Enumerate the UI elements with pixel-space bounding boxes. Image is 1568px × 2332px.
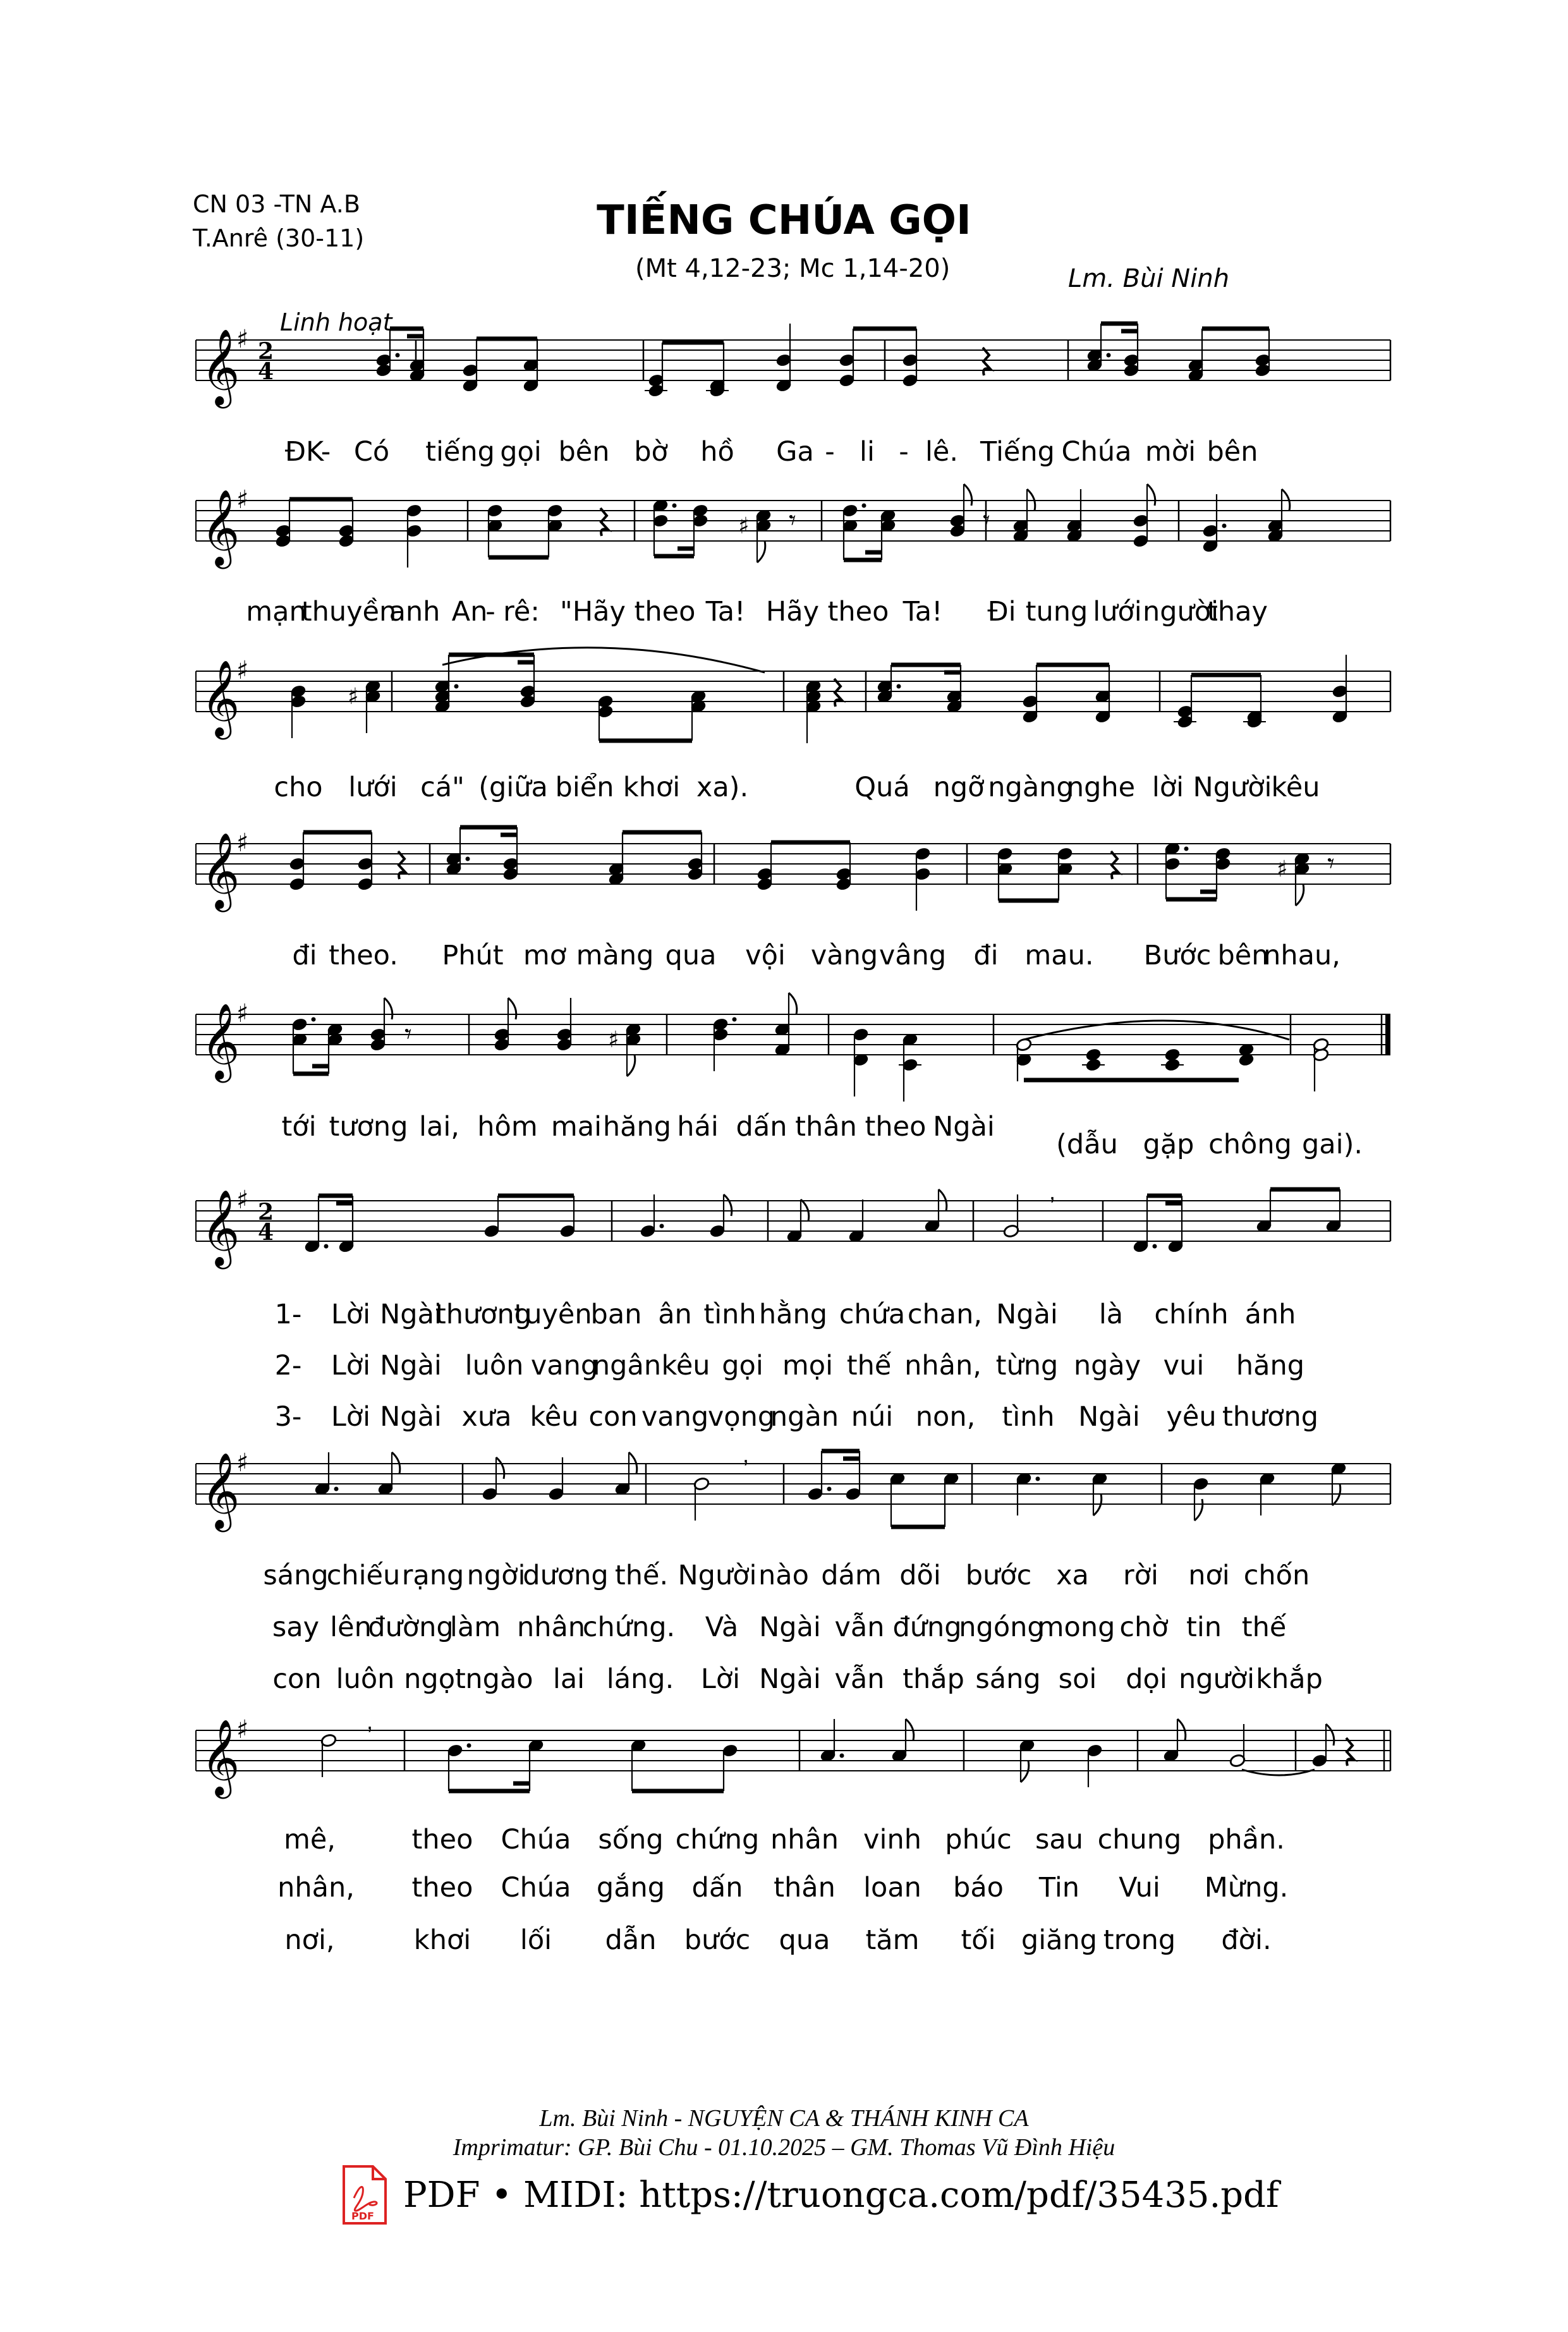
lyric-syllable: vọng xyxy=(707,1401,775,1433)
quarter-rest-icon xyxy=(1111,851,1119,879)
lyric-syllable: tới xyxy=(281,1111,317,1143)
lyric-syllable: tung xyxy=(1025,596,1088,628)
lyric-syllable: luôn xyxy=(465,1350,524,1382)
lyric-syllable: sáng xyxy=(975,1663,1041,1695)
key-sharp-icon: ♯ xyxy=(236,1186,249,1215)
lyric-syllable: tình xyxy=(1002,1401,1055,1433)
lyric-syllable: Phút xyxy=(442,940,504,971)
lyric-syllable: lai, xyxy=(419,1111,459,1143)
augmentation-dot xyxy=(827,1487,832,1491)
lyric-syllable: nhau, xyxy=(1263,940,1340,971)
note-flag xyxy=(1326,1724,1334,1746)
lyric-syllable: vẫn xyxy=(834,1663,885,1695)
accidental-sharp-icon: ♯ xyxy=(738,513,750,539)
lyric-syllable: chứng xyxy=(675,1824,760,1855)
lyric-syllable: Tiếng xyxy=(980,436,1055,468)
key-sharp-icon: ♯ xyxy=(236,999,249,1028)
treble-clef-icon: 𝄞 xyxy=(201,1189,240,1266)
footer-imprimatur: Imprimatur: GP. Bùi Chu - 01.10.2025 – GM. Thomas Vũ Đình Hiệu xyxy=(453,2134,1115,2161)
scripture-reference: (Mt 4,12-23; Mc 1,14-20) xyxy=(635,254,951,283)
lyric-syllable: gọi xyxy=(500,436,542,468)
lyric-syllable: non, xyxy=(915,1401,976,1433)
lyric-syllable: dấn xyxy=(736,1111,787,1143)
lyric-syllable: kêu xyxy=(1271,772,1320,803)
lyric-syllable: lưới xyxy=(348,772,398,803)
lyric-syllable: li xyxy=(860,436,875,468)
augmentation-dot xyxy=(396,353,400,358)
lyric-syllable: Lời xyxy=(331,1350,371,1382)
lyric-syllable: con xyxy=(588,1401,638,1433)
lyric-syllable: ĐK- xyxy=(284,436,331,468)
lyric-syllable: đi xyxy=(973,940,999,971)
lyric-syllable: sáng xyxy=(263,1560,329,1591)
lyric-syllable: ngày xyxy=(1073,1350,1141,1382)
augmentation-dot xyxy=(1222,524,1227,528)
lyric-syllable: theo. xyxy=(329,940,398,971)
augmentation-dot xyxy=(672,504,677,508)
note-flag xyxy=(1147,484,1155,506)
lyric-syllable: vàng xyxy=(810,940,878,971)
lyric-syllable: mai xyxy=(550,1111,602,1143)
lyric-syllable: thế. xyxy=(614,1560,669,1591)
lyric-syllable: người xyxy=(1142,596,1219,628)
lyric-syllable: ân xyxy=(658,1299,692,1330)
lyric-syllable: vang xyxy=(641,1401,709,1433)
note-flag xyxy=(384,998,392,1019)
lyric-syllable: rạng xyxy=(401,1560,465,1591)
time-signature-bottom: 4 xyxy=(258,358,274,385)
lyric-syllable: gai). xyxy=(1301,1129,1363,1160)
pdf-midi-link[interactable]: PDF • MIDI: https://truongca.com/pdf/35435.pdf xyxy=(403,2174,1279,2216)
lyric-syllable: thế xyxy=(846,1350,892,1382)
augmentation-dot xyxy=(1184,847,1189,851)
lyric-syllable: 2- xyxy=(274,1350,302,1382)
lyric-syllable: vội xyxy=(745,940,786,971)
lyric-syllable: vâng xyxy=(878,940,947,971)
breath-mark: , xyxy=(1049,1179,1056,1205)
lyric-syllable: hôm xyxy=(477,1111,538,1143)
augmentation-dot xyxy=(732,1017,737,1022)
lyric-syllable: Và xyxy=(705,1612,739,1643)
lyric-syllable: dọi xyxy=(1126,1663,1167,1695)
lyric-syllable: lên xyxy=(330,1612,372,1643)
note-flag xyxy=(1194,1499,1203,1521)
lyric-syllable: luôn xyxy=(336,1663,395,1695)
note-flag xyxy=(964,484,972,506)
accidental-sharp-icon: ♯ xyxy=(348,684,359,710)
lyric-syllable: say xyxy=(272,1612,320,1643)
lyric-syllable: ngàng xyxy=(988,772,1074,803)
lyric-syllable: qua xyxy=(779,1924,830,1956)
lyric-syllable: ban xyxy=(590,1299,642,1330)
note-flag xyxy=(496,1457,504,1479)
lyric-syllable: bước xyxy=(684,1924,751,1956)
lyric-syllable: đường xyxy=(368,1612,454,1643)
lyric-syllable: xa). xyxy=(696,772,749,803)
lyric-syllable: tương xyxy=(329,1111,408,1143)
lyric-syllable: tiếng xyxy=(425,436,495,468)
lyric-syllable: rê: xyxy=(503,596,540,628)
lyric-syllable: Ngài xyxy=(759,1612,821,1643)
lyric-syllable: - xyxy=(899,436,909,468)
key-sharp-icon: ♯ xyxy=(236,485,249,514)
lyric-syllable: Người xyxy=(1193,772,1272,803)
note-flag xyxy=(627,1055,635,1076)
augmentation-dot xyxy=(1036,1477,1040,1481)
lyric-syllable: màng xyxy=(576,940,654,971)
lyric-syllable: chờ xyxy=(1119,1612,1169,1643)
lyric-syllable: Lời xyxy=(331,1401,371,1433)
lyric-syllable: tuyên xyxy=(514,1299,592,1330)
lyric-syllable: hái xyxy=(677,1111,719,1143)
augmentation-dot xyxy=(660,1224,664,1229)
lyric-syllable: Lời xyxy=(700,1663,741,1695)
augmentation-dot xyxy=(466,857,470,861)
treble-clef-icon: 𝄞 xyxy=(201,1718,240,1795)
lyric-syllable: bờ xyxy=(634,436,668,468)
lyric-syllable: Lời xyxy=(331,1299,371,1330)
treble-clef-icon: 𝄞 xyxy=(201,1002,240,1079)
treble-clef-icon: 𝄞 xyxy=(201,489,240,566)
treble-clef-icon: 𝄞 xyxy=(201,832,240,909)
lyric-syllable: Ngài xyxy=(380,1299,442,1330)
key-sharp-icon: ♯ xyxy=(236,1715,249,1744)
lyric-syllable: lối xyxy=(520,1924,552,1956)
song-title: TIẾNG CHÚA GỌI xyxy=(597,197,971,244)
lyric-syllable: tối xyxy=(961,1924,996,1956)
lyric-syllable: đứng xyxy=(892,1612,962,1643)
lyric-syllable: hằng xyxy=(758,1299,828,1330)
lyric-syllable: gắng xyxy=(596,1872,665,1904)
treble-clef-icon: 𝄞 xyxy=(201,328,240,405)
lyric-syllable: người xyxy=(1178,1663,1255,1695)
lyric-syllable: thắp xyxy=(903,1663,964,1695)
lyric-syllable: - xyxy=(485,596,495,628)
time-signature-top: 2 xyxy=(258,338,274,365)
lyric-syllable: con xyxy=(272,1663,322,1695)
quarter-rest-icon xyxy=(983,348,990,375)
quarter-rest-icon xyxy=(600,508,608,536)
key-sharp-icon: ♯ xyxy=(236,656,249,685)
augmentation-dot xyxy=(324,1244,329,1249)
lyric-syllable: thuyền xyxy=(301,596,397,628)
lyric-syllable: bên xyxy=(1217,940,1269,971)
breath-mark: , xyxy=(743,1442,750,1467)
augmentation-dot xyxy=(454,684,459,689)
accidental-sharp-icon: ♯ xyxy=(1277,856,1288,882)
lyric-syllable: cho xyxy=(274,772,323,803)
lyric-syllable: mạn xyxy=(246,596,307,628)
lyric-syllable: ngời xyxy=(466,1560,526,1591)
lyric-syllable: anh xyxy=(389,596,441,628)
augmentation-dot xyxy=(467,1744,471,1748)
lyric-syllable: An xyxy=(451,596,488,628)
slur-curve xyxy=(442,648,765,672)
lyric-syllable: dõi xyxy=(899,1560,941,1591)
lyric-syllable: dấn xyxy=(691,1872,743,1904)
lyric-syllable: yêu xyxy=(1166,1401,1217,1433)
lyric-syllable: Ngài xyxy=(1078,1401,1140,1433)
lyric-syllable: theo xyxy=(865,1111,927,1143)
lyric-syllable: chiếu xyxy=(326,1560,401,1591)
lyric-syllable: lưới xyxy=(1093,596,1142,628)
lyric-syllable: lai xyxy=(552,1663,585,1695)
lyric-syllable: Ta! xyxy=(903,596,943,628)
lyric-syllable: chan, xyxy=(907,1299,983,1330)
lyric-syllable: chứa xyxy=(839,1299,906,1330)
lyric-syllable: ngọt xyxy=(404,1663,466,1695)
lyric-syllable: ngân xyxy=(592,1350,662,1382)
lyric-syllable: sau xyxy=(1035,1824,1084,1855)
lyric-syllable: mê, xyxy=(283,1824,336,1855)
lyric-syllable: là xyxy=(1098,1299,1124,1330)
occasion-line-1: CN 03 -TN A.B xyxy=(193,190,360,218)
note-flag xyxy=(1296,884,1304,906)
lyric-syllable: khơi xyxy=(413,1924,471,1956)
footer-credit: Lm. Bùi Ninh - NGUYỆN CA & THÁNH KINH CA xyxy=(539,2105,1029,2132)
lyric-syllable: Ngài xyxy=(759,1663,821,1695)
lyric-syllable: lời xyxy=(1152,772,1184,803)
quarter-rest-icon xyxy=(834,679,842,707)
lyric-syllable: hăng xyxy=(1236,1350,1305,1382)
lyric-syllable: tăm xyxy=(865,1924,920,1956)
lyric-syllable: dám xyxy=(821,1560,882,1591)
note-head xyxy=(1085,1048,1102,1062)
lyric-syllable: Ta! xyxy=(705,596,746,628)
lyric-syllable: gặp xyxy=(1143,1129,1194,1160)
lyric-syllable: chung xyxy=(1097,1824,1182,1855)
augmentation-dot xyxy=(334,1487,339,1491)
lyric-syllable: chốn xyxy=(1243,1560,1310,1591)
lyric-syllable: thương xyxy=(435,1299,532,1330)
lyric-syllable: cá" xyxy=(420,772,465,803)
eighth-rest-icon: 𝄾 xyxy=(1327,847,1335,880)
treble-clef-icon: 𝄞 xyxy=(201,659,240,736)
note-head xyxy=(1164,1048,1181,1062)
eighth-rest-icon: 𝄾 xyxy=(983,504,990,537)
note-flag xyxy=(508,998,516,1019)
augmentation-dot xyxy=(862,504,866,508)
lyric-syllable: Chúa xyxy=(501,1872,571,1904)
lyric-syllable: kêu xyxy=(530,1401,579,1433)
lyric-syllable: Đi xyxy=(987,596,1016,628)
lyric-syllable: mong xyxy=(1037,1612,1115,1643)
lyric-syllable: Hãy xyxy=(765,596,820,628)
lyric-syllable: theo xyxy=(634,596,696,628)
lyric-syllable: thân xyxy=(774,1872,836,1904)
lyric-syllable: nhân, xyxy=(277,1872,355,1904)
time-signature-bottom: 4 xyxy=(258,1219,274,1246)
lyric-syllable: đi xyxy=(292,940,317,971)
lyric-syllable: xa xyxy=(1056,1560,1089,1591)
tempo-marking: Linh hoạt xyxy=(280,308,392,336)
lyric-syllable: nơi xyxy=(1188,1560,1230,1591)
lyric-syllable: vui xyxy=(1163,1350,1205,1382)
lyric-syllable: rời xyxy=(1123,1560,1158,1591)
lyric-syllable: dương xyxy=(523,1560,609,1591)
lyric-syllable: nhân, xyxy=(904,1350,982,1382)
augmentation-dot xyxy=(1153,1244,1157,1249)
occasion-line-2: T.Anrê (30-11) xyxy=(193,224,365,252)
key-sharp-icon: ♯ xyxy=(236,829,249,858)
lyric-syllable: ngỡ xyxy=(933,772,985,803)
lyric-syllable: Mừng. xyxy=(1204,1872,1289,1904)
lyric-syllable: Ngài xyxy=(380,1350,442,1382)
lyric-syllable: gọi xyxy=(722,1350,763,1382)
lyric-syllable: Ngài xyxy=(996,1299,1058,1330)
quarter-rest-icon xyxy=(398,851,406,879)
lyric-syllable: thân xyxy=(795,1111,857,1143)
final-barline-thick xyxy=(1385,1014,1390,1055)
lyric-syllable: Chúa xyxy=(501,1824,571,1855)
note-flag xyxy=(789,993,797,1014)
augmentation-dot xyxy=(897,684,901,689)
lyric-syllable: trong xyxy=(1103,1924,1176,1956)
lyric-syllable: thương xyxy=(1222,1401,1319,1433)
lyric-syllable: Người xyxy=(678,1560,757,1591)
time-signature-top: 2 xyxy=(258,1199,274,1225)
lyric-syllable: Bước xyxy=(1143,940,1212,971)
lyric-syllable: vang xyxy=(530,1350,599,1382)
lyric-syllable: sống xyxy=(598,1824,664,1855)
lyric-syllable: lê. xyxy=(925,436,959,468)
lyric-syllable: khắp xyxy=(1256,1663,1323,1695)
lyric-syllable: bên xyxy=(558,436,610,468)
lyric-syllable: nào xyxy=(758,1560,809,1591)
lyric-syllable: Có xyxy=(353,436,390,468)
lyric-syllable: qua xyxy=(665,940,717,971)
lyric-syllable: chứng. xyxy=(582,1612,676,1643)
lyric-syllable: vinh xyxy=(863,1824,921,1855)
lyric-syllable: - xyxy=(825,436,835,468)
lyric-syllable: Chúa xyxy=(1061,436,1132,468)
lyric-syllable: nơi, xyxy=(284,1924,335,1956)
note-flag xyxy=(724,1194,732,1216)
lyric-syllable: núi xyxy=(851,1401,894,1433)
lyric-syllable: Tin xyxy=(1038,1872,1080,1904)
lyric-syllable: vẫn xyxy=(834,1612,885,1643)
pdf-icon-label: PDF xyxy=(351,2210,374,2222)
lyric-syllable: đời. xyxy=(1221,1924,1272,1956)
lyric-syllable: ánh xyxy=(1244,1299,1296,1330)
eighth-rest-icon: 𝄾 xyxy=(789,504,796,537)
lyric-syllable: hồ xyxy=(700,436,734,468)
lyric-syllable: kêu xyxy=(661,1350,710,1382)
lyric-syllable: láng. xyxy=(606,1663,674,1695)
lyric-syllable: nhân xyxy=(516,1612,586,1643)
lyric-syllable: nghe xyxy=(1066,772,1136,803)
lyric-syllable: "Hãy xyxy=(560,596,626,628)
lyric-syllable: xưa xyxy=(461,1401,512,1433)
quarter-rest-icon xyxy=(1346,1738,1354,1766)
lyric-syllable: biển xyxy=(555,772,614,803)
lyric-syllable: mau. xyxy=(1024,940,1094,971)
lyric-syllable: (dẫu xyxy=(1056,1129,1118,1160)
lyric-syllable: mời xyxy=(1145,436,1196,468)
lyric-syllable: ngóng xyxy=(959,1612,1045,1643)
pdf-file-icon xyxy=(341,2165,387,2225)
key-sharp-icon: ♯ xyxy=(236,325,249,354)
lyric-syllable: theo xyxy=(411,1872,473,1904)
lyric-syllable: loan xyxy=(863,1872,921,1904)
lyric-syllable: dẫn xyxy=(605,1924,657,1956)
lyric-syllable: (giữa xyxy=(478,772,548,803)
lyric-syllable: khơi xyxy=(623,772,681,803)
lyric-syllable: Quá xyxy=(854,772,910,803)
lyric-syllable: nhân xyxy=(770,1824,839,1855)
lyric-syllable: theo xyxy=(827,596,889,628)
lyric-syllable: soi xyxy=(1058,1663,1097,1695)
lyric-syllable: từng xyxy=(995,1350,1059,1382)
lyric-syllable: Ngài xyxy=(380,1401,442,1433)
lyric-syllable: phúc xyxy=(945,1824,1012,1855)
breath-mark: , xyxy=(367,1708,374,1734)
lyric-syllable: ngào xyxy=(465,1663,533,1695)
augmentation-dot xyxy=(312,1017,316,1022)
lyric-syllable: theo xyxy=(411,1824,473,1855)
lyric-syllable: tin xyxy=(1186,1612,1222,1643)
lyric-syllable: tình xyxy=(703,1299,757,1330)
augmentation-dot xyxy=(840,1754,844,1758)
treble-clef-icon: 𝄞 xyxy=(201,1452,240,1529)
pdf-link-line[interactable] xyxy=(341,2160,1279,2230)
tie-curve xyxy=(1024,1021,1289,1040)
eighth-rest-icon: 𝄾 xyxy=(404,1018,412,1050)
lyric-syllable: Ga xyxy=(776,436,814,468)
lyric-syllable: mọi xyxy=(782,1350,834,1382)
lyric-syllable: ngàn xyxy=(770,1401,839,1433)
lyric-syllable: giăng xyxy=(1021,1924,1098,1956)
lyric-syllable: chông xyxy=(1208,1129,1292,1160)
lyric-syllable: Vui xyxy=(1119,1872,1160,1904)
lyric-syllable: Ngài xyxy=(933,1111,995,1143)
lyric-syllable: bước xyxy=(965,1560,1032,1591)
lyric-syllable: thay xyxy=(1207,596,1268,628)
lyric-syllable: báo xyxy=(953,1872,1004,1904)
key-sharp-icon: ♯ xyxy=(236,1448,249,1478)
accidental-sharp-icon: ♯ xyxy=(608,1027,619,1053)
lyric-syllable: phần. xyxy=(1208,1824,1285,1855)
note-flag xyxy=(757,541,765,562)
lyric-syllable: hăng xyxy=(602,1111,672,1143)
lyric-syllable: 3- xyxy=(274,1401,302,1433)
lyric-syllable: làm xyxy=(449,1612,501,1643)
lyric-syllable: bên xyxy=(1206,436,1258,468)
lyric-syllable: 1- xyxy=(274,1299,302,1330)
composer-name: Lm. Bùi Ninh xyxy=(1068,264,1230,293)
lyric-syllable: chính xyxy=(1154,1299,1229,1330)
lyric-syllable: thế xyxy=(1241,1612,1287,1643)
augmentation-dot xyxy=(1107,353,1111,358)
lyric-syllable: mơ xyxy=(523,940,567,971)
